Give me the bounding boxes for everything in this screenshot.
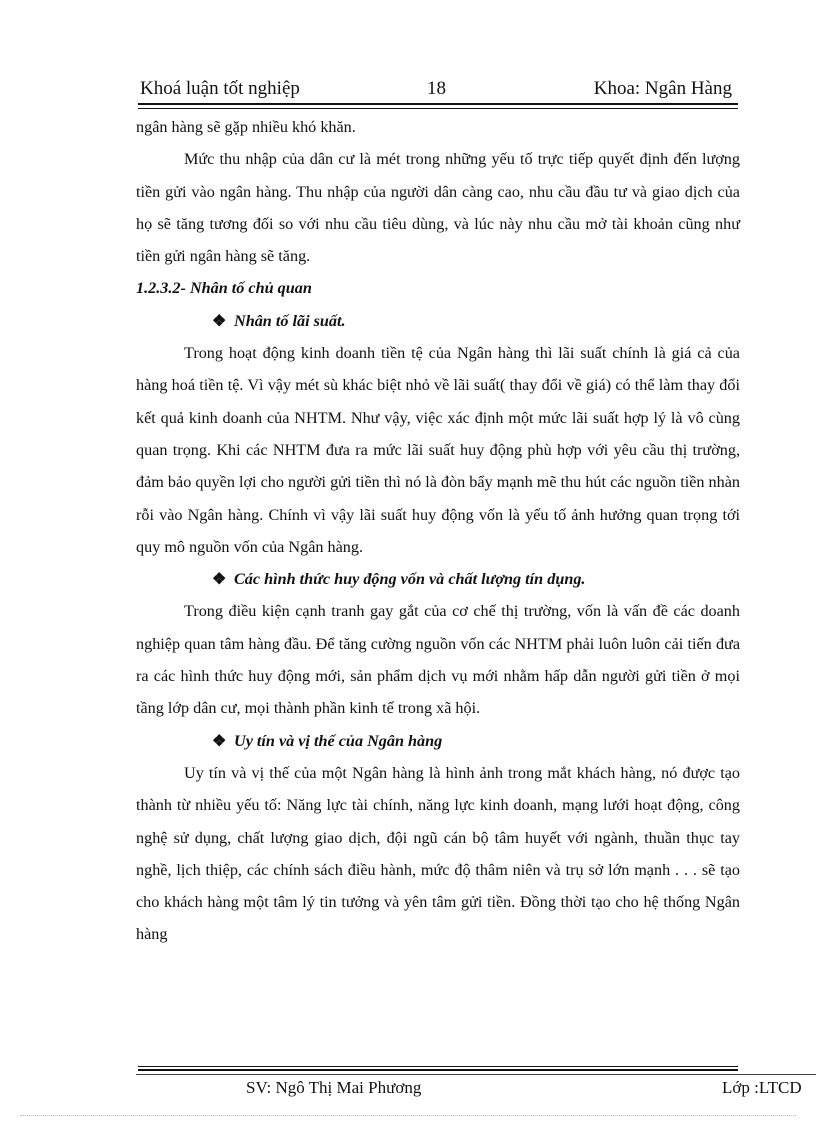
footer-class: Lớp :LTCD — [722, 1078, 802, 1097]
diamond-bullet-icon: ❖ — [212, 311, 227, 330]
bullet-label: Nhân tố lãi suất. — [234, 311, 346, 330]
header-faculty: Khoa: Ngân Hàng — [593, 78, 732, 99]
paragraph-income: Mức thu nhập của dân cư là mét trong những yếu tố trực tiếp quyết định đến lượng tiền gửi vào ngân hàng. Thu nhập của người dân càng cao, nhu cầu đầu tư và giao dịch của họ sẽ tăng tương đối so với nhu cầu tiêu dùng, và lúc này nhu cầu mở tài khoản cũng như tiền gửi ngân hàng sẽ tăng. — [136, 150, 740, 266]
footer-rule-extended — [136, 1074, 816, 1075]
header-rule-thin — [138, 108, 738, 109]
bullet-label: Các hình thức huy động vốn và chất lượng tín dụng. — [234, 570, 586, 589]
header-thesis-title: Khoá luận tốt nghiệp — [140, 78, 300, 99]
paragraph-continuation: ngân hàng sẽ gặp nhiều khó khăn. — [136, 118, 356, 136]
header-rule-thick — [138, 103, 738, 105]
footer-student-name: SV: Ngô Thị Mai Phương — [246, 1078, 422, 1097]
document-body — [136, 111, 740, 951]
paragraph-reputation: Uy tín và vị thế của một Ngân hàng là hình ảnh trong mắt khách hàng, nó được tạo thành từ nhiều yếu tố: Năng lực tài chính, năng lực kinh doanh, mạng lưới hoạt động, công nghệ sử dụng, chất lượng giao dịch, đội ngũ cán bộ tâm huyết với ngành, thuần thục tay nghề, lịch thiệp, các chính sách điều hành, mức độ thâm niên và trụ sở lớn mạnh . . . sẽ tạo cho khách hàng một tâm lý tin tưởng và yên tâm gửi tiền. Đồng thời tạo cho hệ thống Ngân hàng — [136, 763, 740, 944]
footer-rule-thin — [138, 1066, 738, 1067]
page-header — [138, 76, 734, 104]
footer-rule-thick — [138, 1069, 738, 1071]
bullet-heading-interest-rate — [136, 305, 740, 337]
bullet-heading-reputation — [136, 725, 740, 757]
diamond-bullet-icon: ❖ — [212, 570, 227, 589]
paragraph-mobilization-forms: Trong điều kiện cạnh tranh gay gắt của cơ chế thị trường, vốn là vấn đề các doanh nghiệp quan tâm hàng đầu. Để tăng cường nguồn vốn các NHTM phải luôn luôn cải tiến đưa ra các hình thức huy động mới, sản phẩm dịch vụ mới nhằm hấp dẫn người gửi tiền ở mọi tầng lớp dân cư, mọi thành phần kinh tế trong xã hội. — [136, 602, 740, 718]
page-bottom-dotted-border — [20, 1115, 796, 1116]
page-number: 18 — [427, 78, 446, 99]
bullet-label: Uy tín và vị thế của Ngân hàng — [234, 731, 443, 750]
section-heading: 1.2.3.2- Nhân tố chủ quan — [136, 279, 312, 298]
bullet-heading-mobilization-forms — [136, 563, 740, 595]
paragraph-interest-rate: Trong hoạt động kinh doanh tiền tệ của Ngân hàng thì lãi suất chính là giá cả của hàng hoá tiền tệ. Vì vậy mét sù khác biệt nhỏ về lãi suất( thay đổi về giá) có thể làm thay đổi kết quả kinh doanh của NHTM. Như vậy, việc xác định một mức lãi suất hợp lý là vô cùng quan trọng. Khi các NHTM đưa ra mức lãi suất huy động phù hợp với yêu cầu thị trường, đảm bảo quyền lợi cho người gửi tiền thì nó là đòn bẩy mạnh mẽ thu hút các nguồn tiền nhàn rỗi vào Ngân hàng. Chính vì vậy lãi suất huy động vốn là yếu tố ảnh hưởng quan trọng tới quy mô nguồn vốn của Ngân hàng. — [136, 344, 740, 556]
diamond-bullet-icon: ❖ — [212, 731, 227, 750]
